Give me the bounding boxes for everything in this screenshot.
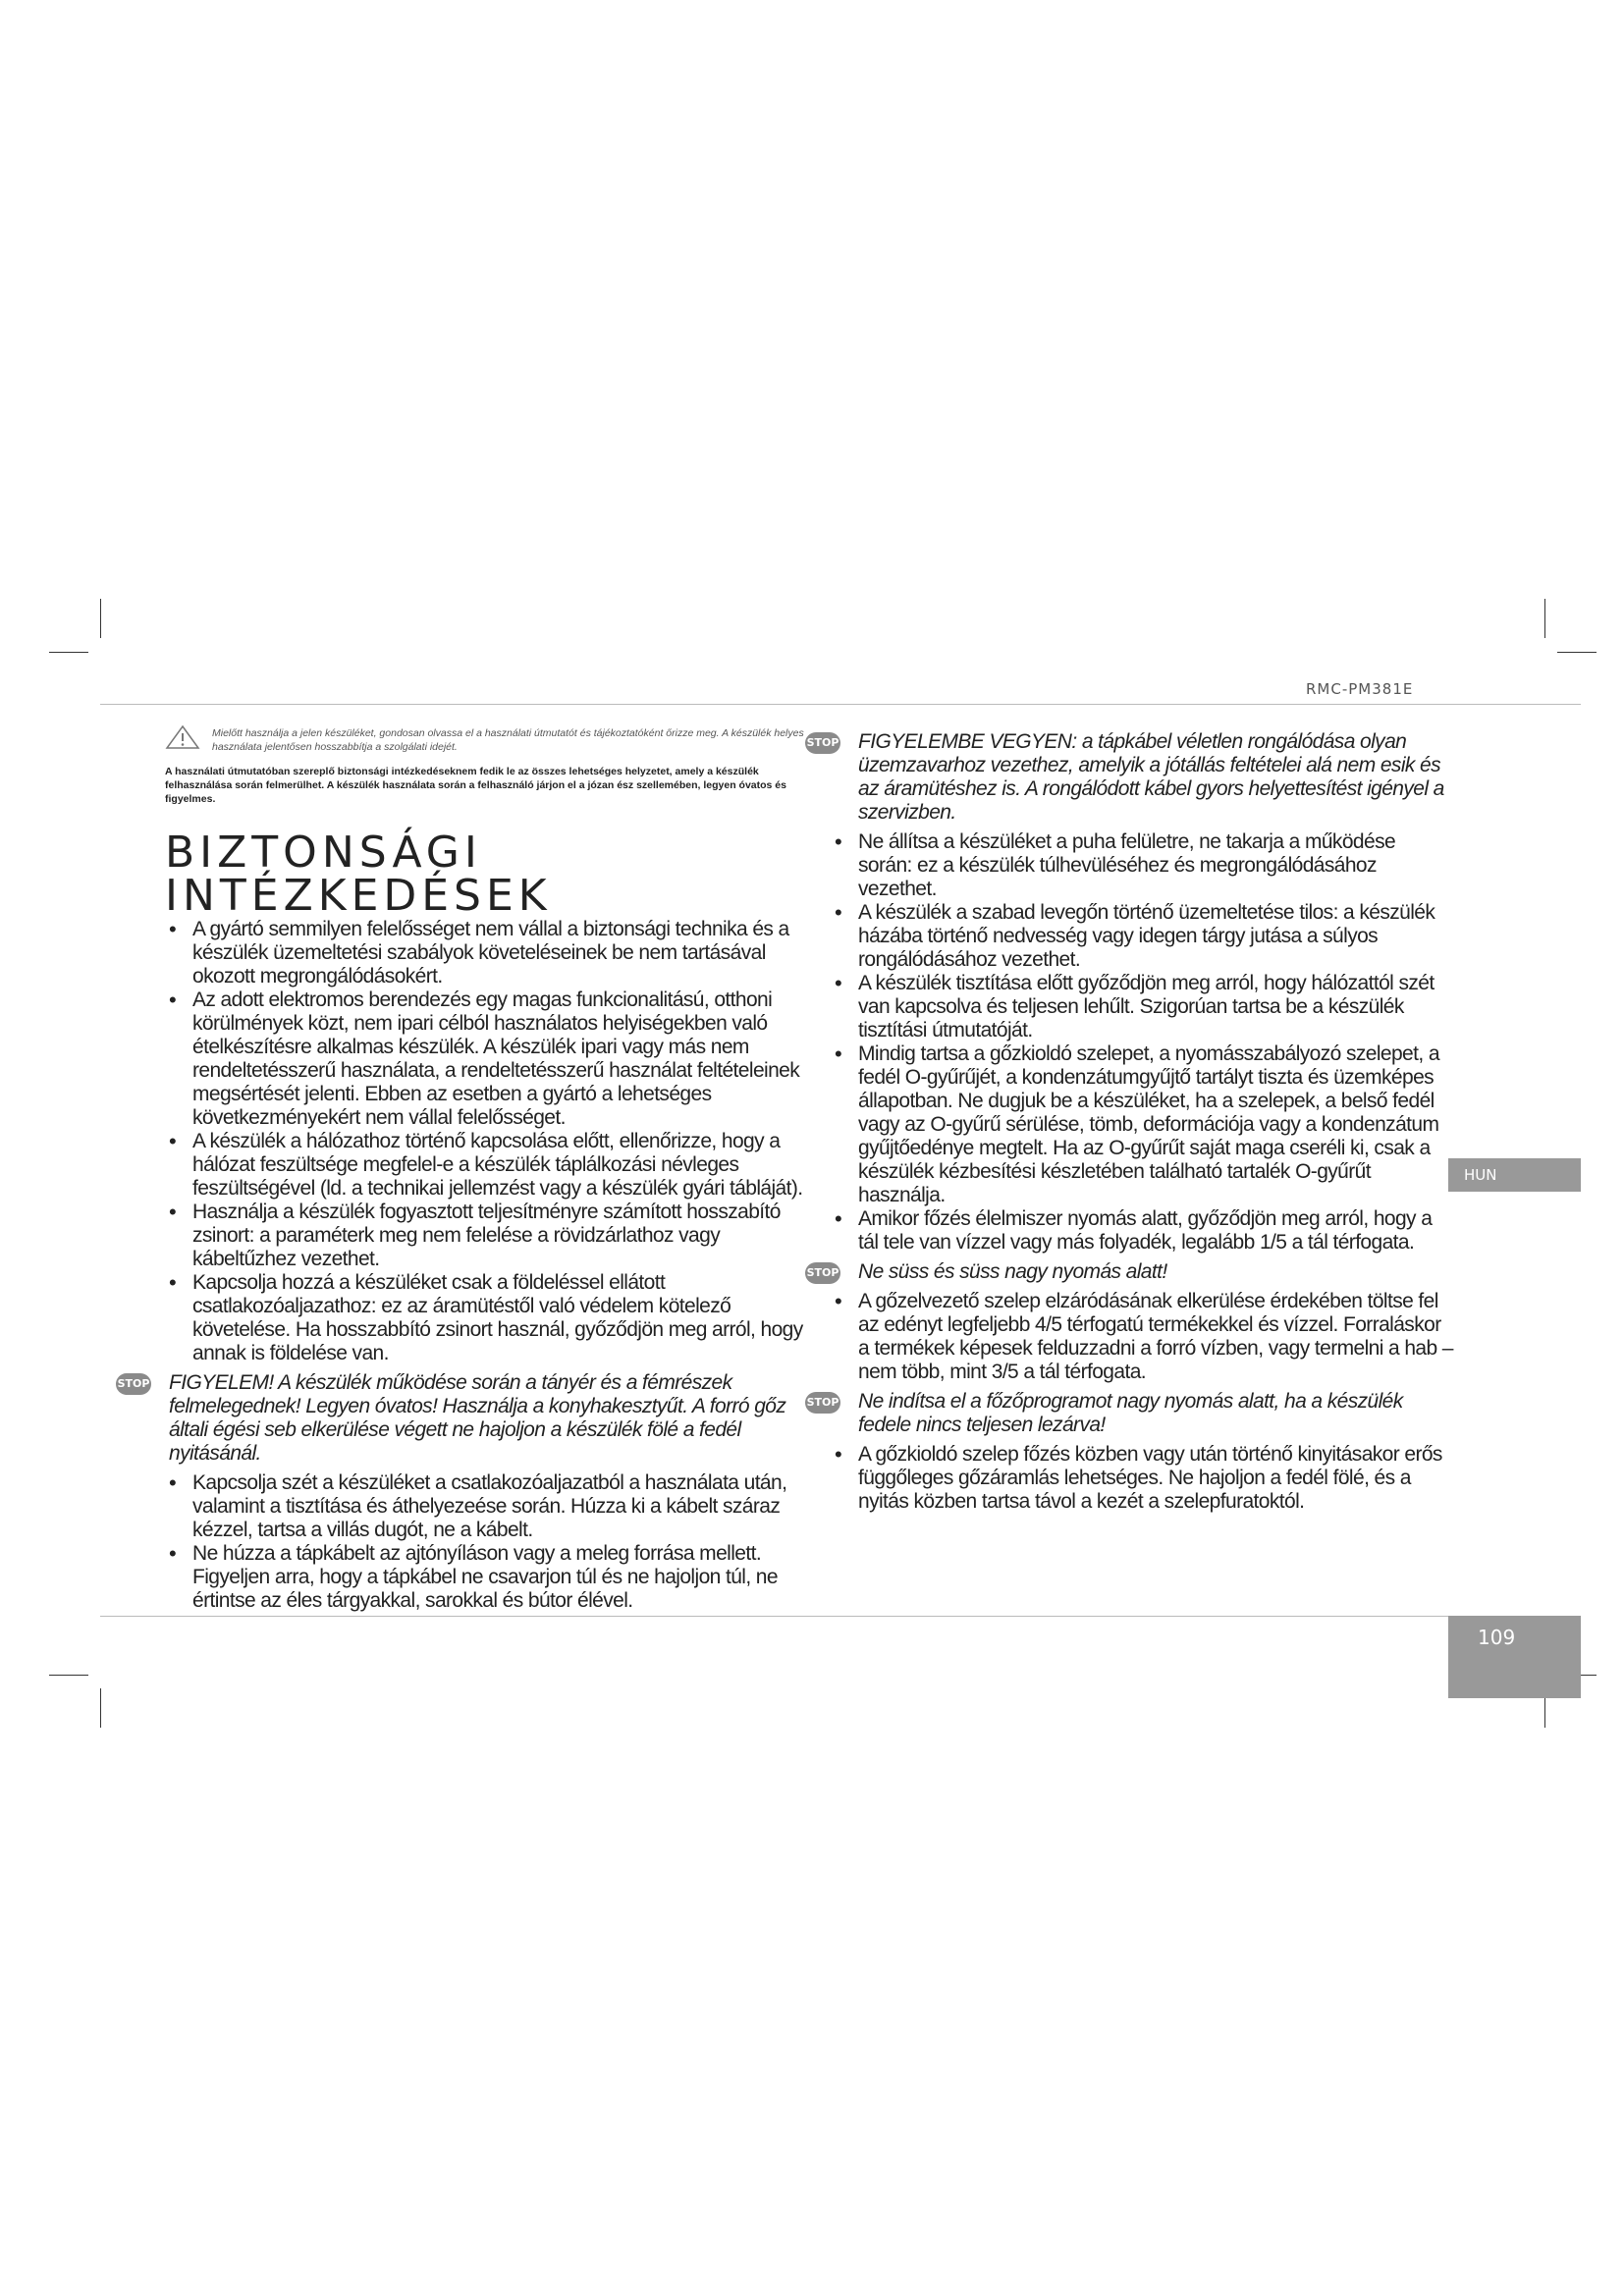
stop-warning-text: FIGYELEMBE VEGYEN: a tápkábel véletlen rongálódása olyan üzemzavarhoz vezethez, amelyik a jótállás feltételei alá nem esik és az áramütéshez is. A rongálódott kábel gyors helyettesítést igényel a szervizben. (858, 730, 1444, 824)
stop-warning-text: Ne indítsa el a főzőprogramot nagy nyomás alatt, ha a készülék fedele nincs teljesen lezárva! (858, 1390, 1403, 1436)
list-item: • Az adott elektromos berendezés egy magas funkcionalitású, otthoni körülmények közt, nem ipari célból használatos helyiségekben való ételkészítésre alkalmas készülék. A készülék ipari vagy más nem rendeltetésszerű használata, a rendeltetésszerű használat feltételeinek megsértését jelenti. Ebben az esetben a gyártó a lehetséges következményekért nem vállal felelősséget. (165, 988, 813, 1130)
stop-warning-text: Ne süss és süss nagy nyomás alatt! (858, 1260, 1167, 1283)
crop-mark (100, 599, 101, 638)
list-item: • A készülék tisztítása előtt győződjön meg arról, hogy hálózattól szét van kapcsolva és teljesen lehűlt. Szigorúan tartsa be a készülék tisztítási útmutatóját. (831, 972, 1453, 1042)
bullet-list (831, 830, 1453, 1255)
list-item: • A gőzelvezető szelep elzáródásának elkerülése érdekében töltse fel az edényt legfeljebb 4/5 térfogatú termékekkel és vízzel. Forraláskor a termékek képesek felduzzadni a forró vízben, vagy termelni a hab – nem több, mint 3/5 a tál térfogata. (831, 1290, 1453, 1384)
crop-mark (100, 1688, 101, 1728)
stop-warning (805, 730, 1453, 825)
list-item: • Amikor főzés élelmiszer nyomás alatt, győződjön meg arról, hogy a tál tele van vízzel vagy más folyadék, legalább 1/5 a tál térfogata. (831, 1207, 1453, 1255)
list-item: • Kapcsolja szét a készüléket a csatlakozóaljazatból a használata után, valamint a tisztítása és áthelyezeése során. Húzza ki a kábelt száraz kézzel, tartsa a villás dugót, ne a kábelt. (165, 1471, 813, 1542)
crop-mark (49, 1675, 88, 1676)
list-item: • Ne állítsa a készüléket a puha felületre, ne takarja a működése során: ez a készülék túlhevüléséhez és megrongálódásához vezethet. (831, 830, 1453, 901)
footer-rule (100, 1616, 1448, 1617)
crop-mark (1557, 652, 1597, 653)
page-number: 109 (1448, 1616, 1581, 1698)
stop-warning (805, 1260, 1453, 1284)
stop-icon: STOP (805, 732, 840, 754)
bullet-list (831, 1443, 1453, 1514)
crop-mark (49, 652, 88, 653)
intro-bold-text: A használati útmutatóban szereplő biztonsági intézkedéseknem fedik le az összes lehetséges helyzetet, amely a készülék felhasználása során felmerülhet. A készülék használata során a felhasználó járjon el a józan ész szellemében, legyen óvatos és figyelmes. (165, 766, 786, 805)
header-rule (100, 704, 1581, 705)
list-item: • Mindig tartsa a gőzkioldó szelepet, a nyomásszabályozó szelepet, a fedél O-gyűrűjét, a kondenzátumgyűjtő tartályt tiszta és üzemképes állapotban. Ne dugjuk be a készüléket, ha a szelepek, a belső fedél vagy az O-gyűrű sérülése, tömb, deformációja vagy a kondenzátum gyűjtőedénye megtelt. Ha az O-gyűrűt saját maga cseréli ki, csak a készülék kézbesítési készletében található tartalék O-gyűrűt használja. (831, 1042, 1453, 1207)
model-number: RMC-PM381E (1306, 680, 1414, 698)
list-item: • Használja a készülék fogyasztott teljesítményre számított hosszabító zsinort: a paraméterk meg nem felelése a rövidzárlathoz vagy kábeltűzhez vezethet. (165, 1201, 813, 1271)
stop-icon: STOP (805, 1392, 840, 1414)
list-item: • A gőzkioldó szelep főzés közben vagy után történő kinyitásakor erős függőleges gőzáramlás lehetséges. Ne hajoljon a fedél fölé, és a nyitás közben tartsa távol a kezét a szelepfuratoktól. (831, 1443, 1453, 1514)
bullet-list (165, 1471, 813, 1613)
stop-icon: STOP (116, 1373, 151, 1395)
right-column (805, 724, 1453, 1514)
intro-italic-text: Mielőtt használja a jelen készüléket, gondosan olvassa el a használati útmutatót és tájékoztatóként őrizze meg. A készülék helyes használata jelentősen hosszabbítja a szolgálati idejét. (212, 727, 804, 753)
list-item: • Ne húzza a tápkábelt az ajtónyíláson vagy a meleg forrása mellett. Figyeljen arra, hogy a tápkábel ne csavarjon túl és ne hajoljon túl, ne értintse az éles tárgyakkal, sarokkal és bútor élével. (165, 1542, 813, 1613)
bullet-list (831, 1290, 1453, 1384)
left-column (117, 724, 813, 1613)
crop-mark (1544, 599, 1545, 638)
bullet-list (165, 918, 813, 1365)
list-item: • A készülék a szabad levegőn történő üzemeltetése tilos: a készülék házába történő nedvesség vagy idegen tárgy jutása a súlyos rongálódásához vezethet. (831, 901, 1453, 972)
list-item: • A gyártó semmilyen felelősséget nem vállal a biztonsági technika és a készülék üzemeltetési szabályok követeléseinek be nem tartásával okozott megrongálódásokért. (165, 918, 813, 988)
stop-warning (116, 1371, 813, 1466)
section-title: BIZTONSÁGI INTÉZKEDÉSEK (165, 828, 552, 921)
stop-icon: STOP (805, 1262, 840, 1284)
intro-notice (165, 724, 813, 755)
warning-icon (165, 724, 200, 755)
language-tab: HUN (1448, 1158, 1581, 1192)
stop-warning (805, 1390, 1453, 1437)
list-item: • Kapcsolja hozzá a készüléket csak a földeléssel ellátott csatlakozóaljazathoz: ez az áramütéstől való védelem kötelező követelése. Ha hosszabbító zsinort használ, győződjön meg arról, hogy annak is földelése van. (165, 1271, 813, 1365)
list-item: • A készülék a hálózathoz történő kapcsolása előtt, ellenőrizze, hogy a hálózat feszültsége megfelel-e a készülék táplálkozási névleges feszültségével (ld. a technikai jellemzést vagy a készülék gyári tábláját). (165, 1130, 813, 1201)
stop-warning-text: FIGYELEM! A készülék működése során a tányér és a fémrészek felmelegednek! Legyen óvatos! Használja a konyhakesztyűt. A forró gőz általi égési seb elkerülése végett ne hajoljon a készülék fölé a fedél nyitásánál. (169, 1371, 786, 1465)
